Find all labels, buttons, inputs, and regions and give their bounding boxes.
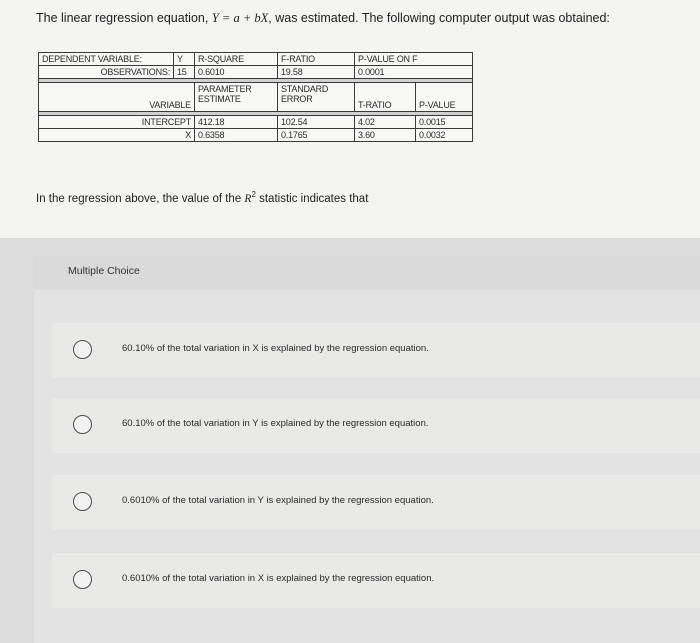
p-value-header: P-VALUE — [416, 83, 473, 112]
question-prompt — [36, 190, 368, 205]
regression-output-table — [38, 52, 473, 142]
radio-button[interactable] — [73, 492, 92, 511]
table-header-row — [39, 83, 473, 112]
p-value-on-f-value: 0.0001 — [355, 66, 473, 79]
parameter-estimate-header: PARAMETER ESTIMATE — [195, 83, 278, 112]
p-value-on-f-label: P-VALUE ON F — [355, 53, 473, 66]
prompt-before: In the regression above, the value of the — [36, 192, 245, 205]
r-square-label: R-SQUARE — [195, 53, 278, 66]
standard-error-cell: 102.54 — [278, 116, 355, 129]
variable-cell: X — [39, 129, 195, 142]
multiple-choice-header — [34, 256, 700, 290]
f-ratio-label: F-RATIO — [278, 53, 355, 66]
radio-button[interactable] — [73, 570, 92, 589]
r-square-value: 0.6010 — [195, 66, 278, 79]
radio-button[interactable] — [73, 415, 92, 434]
answer-option-1[interactable] — [52, 323, 700, 378]
p-value-cell: 0.0015 — [416, 116, 473, 129]
question-suffix: , was estimated. The following computer output was obtained: — [268, 11, 610, 25]
p-value-cell: 0.0032 — [416, 129, 473, 142]
regression-equation: Y = a + bX — [211, 11, 269, 25]
standard-error-cell: 0.1765 — [278, 129, 355, 142]
observations-value: 15 — [174, 66, 195, 79]
question-prefix: The linear regression equation, — [36, 11, 212, 25]
dependent-variable-label: DEPENDENT VARIABLE: — [39, 53, 174, 66]
observations-label: OBSERVATIONS: — [39, 66, 174, 79]
t-ratio-cell: 3.60 — [355, 129, 416, 142]
standard-error-header: STANDARD ERROR — [278, 83, 355, 112]
variable-cell: INTERCEPT — [39, 116, 195, 129]
table-row — [39, 116, 473, 129]
answer-option-3[interactable] — [52, 475, 700, 530]
multiple-choice-label: Multiple Choice — [68, 265, 140, 277]
question-text — [36, 11, 610, 26]
answer-option-text[interactable]: 0.6010% of the total variation in X is explained by the regression equation. — [122, 573, 435, 584]
answer-option-4[interactable] — [52, 553, 700, 608]
prompt-after: statistic indicates that — [255, 192, 369, 205]
r-exponent: 2 — [251, 190, 256, 199]
answer-option-2[interactable] — [52, 398, 700, 453]
r-symbol: R — [244, 192, 252, 205]
answer-option-text[interactable]: 0.6010% of the total variation in Y is explained by the regression equation. — [122, 495, 434, 506]
parameter-cell: 0.6358 — [195, 129, 278, 142]
radio-button[interactable] — [73, 340, 92, 359]
answer-option-text[interactable]: 60.10% of the total variation in X is explained by the regression equation. — [122, 343, 429, 354]
t-ratio-header: T-RATIO — [355, 83, 416, 112]
t-ratio-cell: 4.02 — [355, 116, 416, 129]
table-row — [39, 53, 473, 66]
dependent-variable-value: Y — [174, 53, 195, 66]
answer-option-text[interactable]: 60.10% of the total variation in Y is explained by the regression equation. — [122, 418, 429, 429]
variable-header: VARIABLE — [39, 83, 195, 112]
f-ratio-value: 19.58 — [278, 66, 355, 79]
table-row — [39, 129, 473, 142]
table-row — [39, 66, 473, 79]
parameter-cell: 412.18 — [195, 116, 278, 129]
